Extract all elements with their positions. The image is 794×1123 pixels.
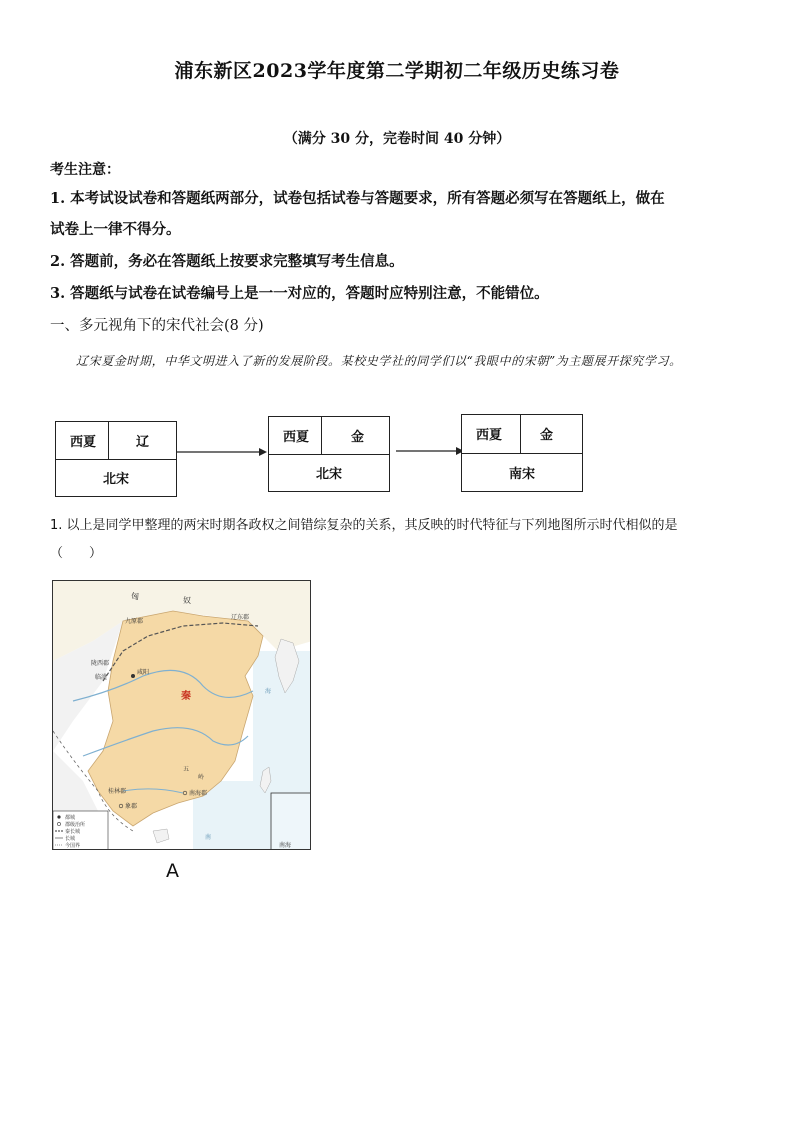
question-1 (50, 512, 750, 568)
regime-liao: 辽 (136, 435, 150, 450)
notice-item-1-cont: 试卷上一律不得分。 (50, 221, 181, 238)
map-label-sea: 海 (265, 688, 272, 695)
legend-capital: 都城 (65, 815, 76, 821)
legend-commandery: 郡级治所 (65, 822, 86, 828)
regime-xixia: 西夏 (70, 435, 97, 450)
map-label-xianyang: 咸阳 (137, 669, 150, 676)
question-1-text: 1. 以上是同学甲整理的两宋时期各政权之间错综复杂的关系，其反映的时代特征与下列地图所示时代相似的是 (50, 518, 678, 533)
legend-wall: 长城 (65, 836, 76, 842)
map-label-qin: 秦 (181, 691, 191, 702)
regime-bei-song: 北宋 (315, 467, 342, 482)
map-label-jiuyuan: 九原郡 (125, 618, 144, 625)
map-label-xiongnu-2: 奴 (183, 596, 191, 605)
regime-jin: 金 (351, 430, 365, 445)
regime-box-1 (55, 421, 177, 497)
map-label-guilin: 桂林郡 (108, 788, 127, 795)
regime-box-3 (461, 414, 583, 492)
map-label-lintao: 临洮 (95, 674, 108, 681)
notice-item-1: 1. 本考试设试卷和答题纸两部分，试卷包括试卷与答题要求，所有答题必须写在答题纸上，做在 (50, 190, 665, 207)
map-label-liaodong: 辽东郡 (231, 614, 250, 621)
legend-qin-wall: 秦长城 (65, 829, 81, 835)
notice-heading: 考生注意： (50, 162, 120, 178)
map-label-xiongnu-1: 匈 (131, 592, 139, 601)
section-intro: 辽宋夏金时期，中华文明进入了新的发展阶段。某校史学社的同学们以“我眼中的宋朝”为主题展开探究学习。 (76, 354, 682, 368)
map-label-ling: 岭 (198, 774, 205, 781)
arrow-2 (396, 444, 464, 458)
notice-item-3: 3. 答题纸与试卷在试卷编号上是一一对应的，答题时应特别注意，不能错位。 (50, 285, 549, 302)
map-label-longxi: 陇西郡 (91, 660, 110, 667)
arrow-1 (177, 445, 267, 459)
legend-border: 今国界 (65, 843, 81, 849)
option-a-label: A (166, 860, 179, 882)
regime-xixia: 西夏 (283, 430, 310, 445)
notice-item-2: 2. 答题前，务必在答题纸上按要求完整填写考生信息。 (50, 253, 404, 270)
section-heading: 一、多元视角下的宋代社会(8 分) (50, 318, 264, 334)
regime-nan-song: 南宋 (508, 466, 535, 482)
regime-xixia: 西夏 (476, 428, 503, 443)
regime-box-2 (268, 416, 390, 492)
map-label-south-sea: 南 (205, 834, 212, 841)
regime-bei-song: 北宋 (102, 472, 129, 487)
regime-jin: 金 (540, 428, 554, 443)
map-label-wu: 五 (183, 766, 190, 773)
map-qin (52, 580, 311, 850)
exam-info: （满分 30 分，完卷时间 40 分钟） (283, 131, 511, 147)
map-inset-label: 南海 (279, 842, 292, 849)
map-label-xiang: 象郡 (125, 803, 138, 810)
page-title: 浦东新区2023学年度第二学期初二年级历史练习卷 (174, 60, 620, 82)
answer-paren: （ ） (50, 546, 103, 561)
map-label-nanhai-commandery: 南海郡 (189, 790, 208, 797)
